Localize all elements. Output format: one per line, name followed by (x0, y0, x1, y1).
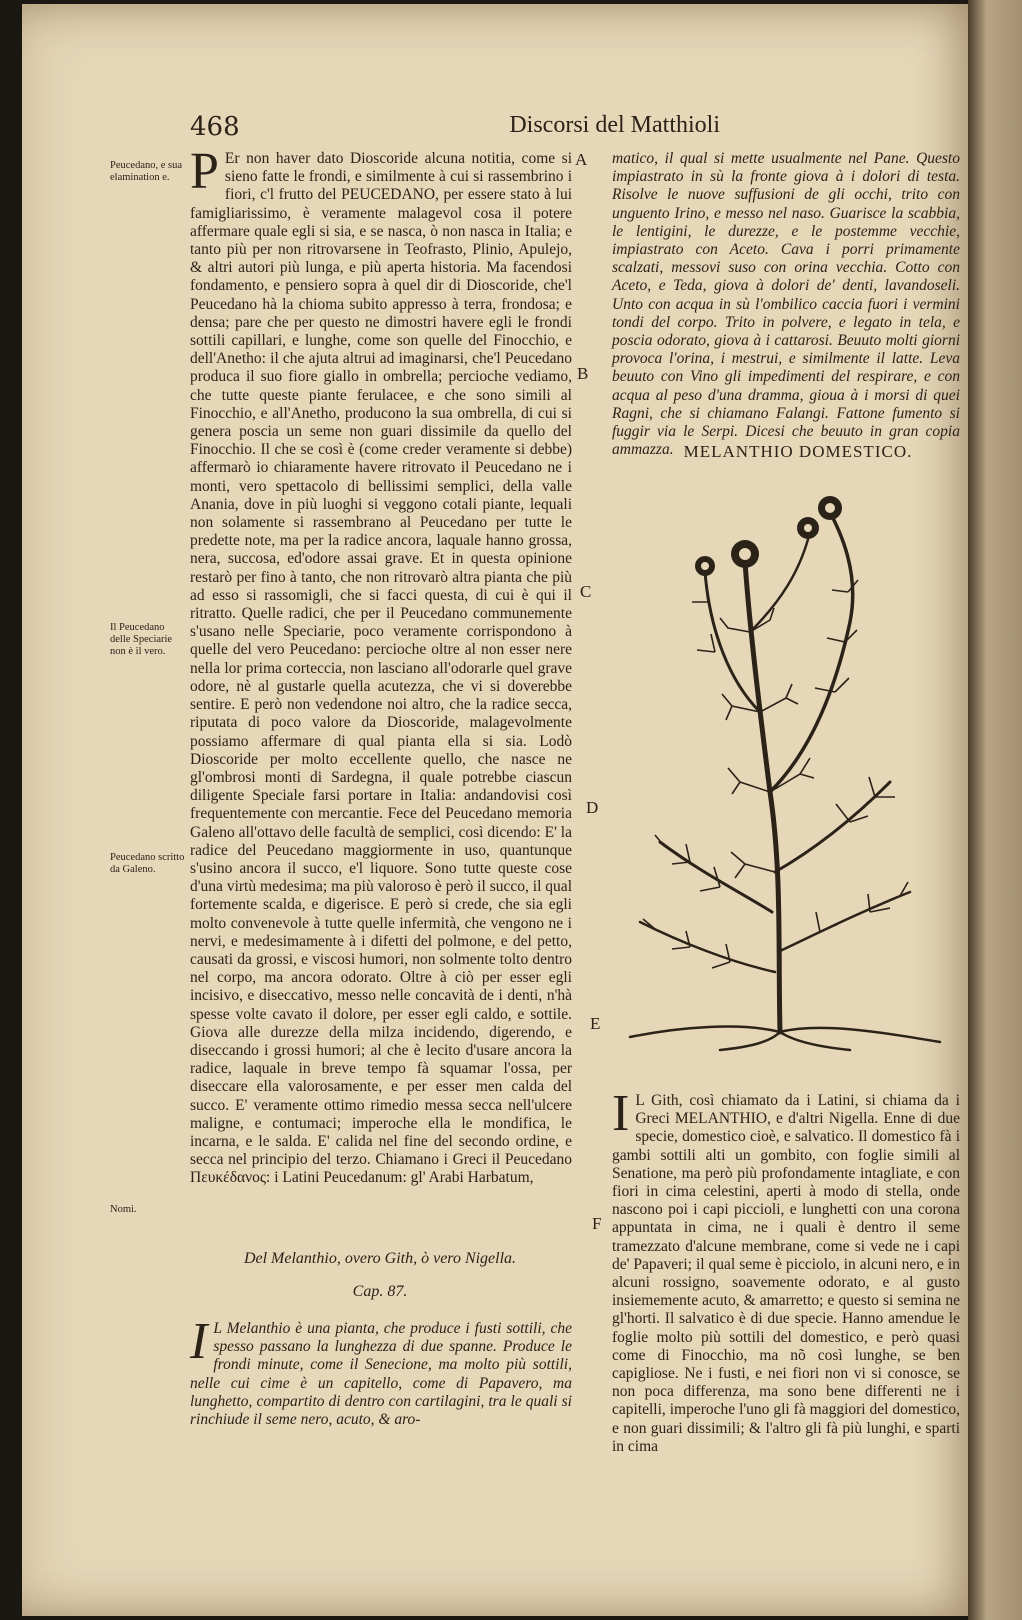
flower-head (731, 540, 759, 568)
chapter-title: Del Melanthio, overo Gith, ò vero Nigella. (243, 1250, 517, 1267)
section-letter: C (580, 582, 592, 601)
margin-note: Peucedano scritto da Galeno. (110, 852, 185, 875)
section-letter: E (590, 1014, 601, 1033)
chapter-body (190, 1313, 572, 1429)
drop-cap: I (190, 1313, 208, 1370)
section-letter: A (575, 150, 588, 169)
melanthio-continuation: matico, il qual si mette usualmente nel Pane. Questo impiastrato in sù la fronte giova à i dolori di testa. Risolve le nuove suffusioni de gli occhi, trito con unguento Irino, e messo nel naso. Guarisce la scabbia, le lentigini, le durezze, e le postemme vecchie, impiastrato con Aceto. Cava i porri primamente scalzati, messovi suso con orina vecchia. Cotto con Aceto, e Teda, giova à dolori de' denti, lavandoseli. Unto con acqua in sù l'ombilico caccia fuori i vermini tondi del corpo. Trito in polvere, e legato in tela, e poscia odorato, giova à i cattarosi. Beuuto molti giorni provoca l'orina, i mestrui, e similmente il latte. Leva beuuto con Vino gli impedimenti del respirare, e con acqua al peso d'una dramma, gioua à i morsi di quei Ragni, che si chiamano Falangi. Fattone fumento si fuggir via le Serpi. Dicesi che beuuto in gran copia ammazza. (612, 150, 960, 459)
page-header (190, 112, 720, 146)
melanthio-text: L Melanthio è una pianta, che produce i fusti sottili, che spesso passano la lunghezza di due spanne. Produce le frondi minute, come il Senecione, ma molto più sottili, nelle cui cime è un capitello, come di Papavero, ma lunghetto, compartito di dentro con cartilagini, tra le quali si rinchiude il seme nero, acuto, & aro- (190, 1320, 572, 1429)
peucedano-text: Er non haver dato Dioscoride alcuna notitia, come si sieno fatte le frondi, e similmente à cui si rassembrino i fiori, c'l frutto del PEUCEDANO, per essere stato à lui famigliarissimo, è veramente malagevol cosa il potere affermare quale egli si sia, e se nasca, ò non nasca in Italia; e tanto più per non ritrovarsene in Teofrasto, Plinio, Apulejo, & altri autori più lunga, e più aperta historia. Ma facendosi fondamento, e pensiero sopra à quel dir di Dioscoride, che'l Peucedano hà la chioma subito appresso à terra, frondosa; e densa; pare che per questo ne dimostri havere egli le frondi sottili capillari, e lunghe, come son quelle del Finocchio, e dell'Anetho: il che ajuta altrui ad imaginarsi, che'l Peucedano produca il suo fiore giallo in ombrella; percioche vediamo, che tutte queste piante ferulacee, e che sono simili al Finocchio, e all'Anetho, producono la sua ombrella, di cui si genera poscia un seme non guari dissimile da quello del Finocchio. Il che se così è (come creder veramente si debbe) affermarò io chiaramente havere ritrovato il Peucedano ne i monti, vero spettacolo di bellissimi semplici, della valle Anania, dove in più luoghi si veggono cotali piante, lequali non solamente si rassembrano al Peucedano per tutte le predette note, ma per la radice ancora, laquale hanno grossa, nera, succosa, ed'odore assai grave. Et in questa opinione restarò per fino à tanto, che non ritrovarò altra pianta che più ad esso si rassomigli, che si facci questa, di cui è qui il ritratto. Quelle radici, che per il Peucedano communemente s'usano nelle Speciarie, poco veramente corrispondono à quelle del vero Peucedano: percioche oltre al non esser nere nella lor prima corteccia, non lasciano all'odorarle quel grave odore, nè al gustarle quella acutezza, che vi si doverebbe sentire. E però non vedendone noi altro, che la radice secca, riputata di poco valore da Dioscoride, malagevolmente possiamo affermare di qual pianta ella si sia. Lodò Dioscoride per molto eccellente quello, che nasce ne gl'ombrosi monti di Sardegna, il quale potrebbe ciascun diligente Speciale farsi portare in Italia: andandovisi così frequentemente con mercantie. Fece del Peucedano memoria Galeno all'ottavo delle facultà de semplici, così dicendo: E' la radice del Peucedano maggiormente in uso, quantunque s'usino ancora il succo, e'l liquore. Sono tutte queste cose d'una virtù medesima; ma più valoroso è però il succo, il qual fortemente scalda, e digerisce. E però si crede, che sia egli molto convenevole à tutte quelle infermità, che vengono ne i nervi, e medesimamente à i difetti del polmone, e del petto, causati da grossi, e viscosi humori, non solmente tolto dentro nel corpo, ma ancora odorato. Oltre à ciò per esser egli incisivo, e diseccativo, messo nelle concavità de i denti, n'hà spesse volte cavato il dolore, per esser egli caldo, e sottile. Giova alle durezze della milza incidendo, digerendo, e diseccando i grossi humori; al che è lecito d'usare ancora la radice, laquale in breve tempo fà squamar l'ossa, per diseccare ella valorosamente, e per esser men calda del succo. E' veramente ottimo rimedio messa secca nell'ulcere maligne, e contumaci; imperoche ella le mondifica, le incarna, e le salda. E' calida nel fine del secondo ordine, e secca nel principio del terzo. Chiamano i Greci il Peucedano Πευκέδανος: i Latini Peucedanum: gl' Arabi Harbatum, (190, 150, 572, 1187)
flower-head (695, 556, 715, 576)
adjacent-page-edge (968, 0, 1022, 1620)
page-number: 468 (190, 112, 240, 142)
margin-note: Peucedano, e sua elamination e. (110, 160, 183, 183)
left-column-text (190, 143, 572, 1188)
right-body-text (612, 1085, 960, 1456)
figure-caption: MELANTHIO DOMESTICO. (683, 442, 913, 461)
section-letter: D (586, 798, 599, 817)
flower-head (797, 517, 819, 539)
chapter-number: Cap. 87. (352, 1283, 408, 1300)
drop-cap: P (190, 143, 219, 200)
right-column-text (612, 150, 960, 459)
margin-note: Nomi. (110, 1204, 137, 1215)
gith-text: L Gith, così chiamato da i Latini, si chiama da i Greci MELANTHIO, e d'altri Nigella. Enne di due specie, domestico cioè, e salvatico. Il domestico fà i gambi sottili alti un gombito, con foglie simili al Senatione, ma però più profondamente intagliate, e con fiori in cima celestini, aperti à modo di stella, onde nascono poi i capi piccioli, e lunghetti con una corona appuntata in cima, ne i quali è dentro il seme tramezzato d'alcune membrane, come si vede ne i capi de' Papaveri; il qual seme è picciolo, in alcuni nero, e in alcuni rossigno, soavemente odorato, e al gusto insiememente acuto, & amarretto; e questo si semina ne gl'horti. Il salvatico è di due specie. Hanno amendue le foglie molto più sottili del domestico, e però quasi come di Finocchio, ma nõ così lunghe, se ben capigliose. Ne i fusti, e nei fiori non vi si conosce, se non poca differenza, ma sono bene differenti ne i capitelli, imperoche l'uno gli fà maggiori del domestico, e non guari dissimili; & l'altro gli fà più lunghi, e sparti in cima (612, 1092, 960, 1455)
margin-note: Il Peucedano delle Speciarie non è il vero. (110, 622, 173, 657)
section-letter: B (577, 364, 589, 383)
drop-cap: I (612, 1085, 630, 1142)
flower-head (818, 496, 842, 520)
section-letter: F (592, 1214, 602, 1233)
melanthio-woodcut-illustration (620, 492, 950, 1052)
running-title: Discorsi del Matthioli (509, 112, 720, 138)
